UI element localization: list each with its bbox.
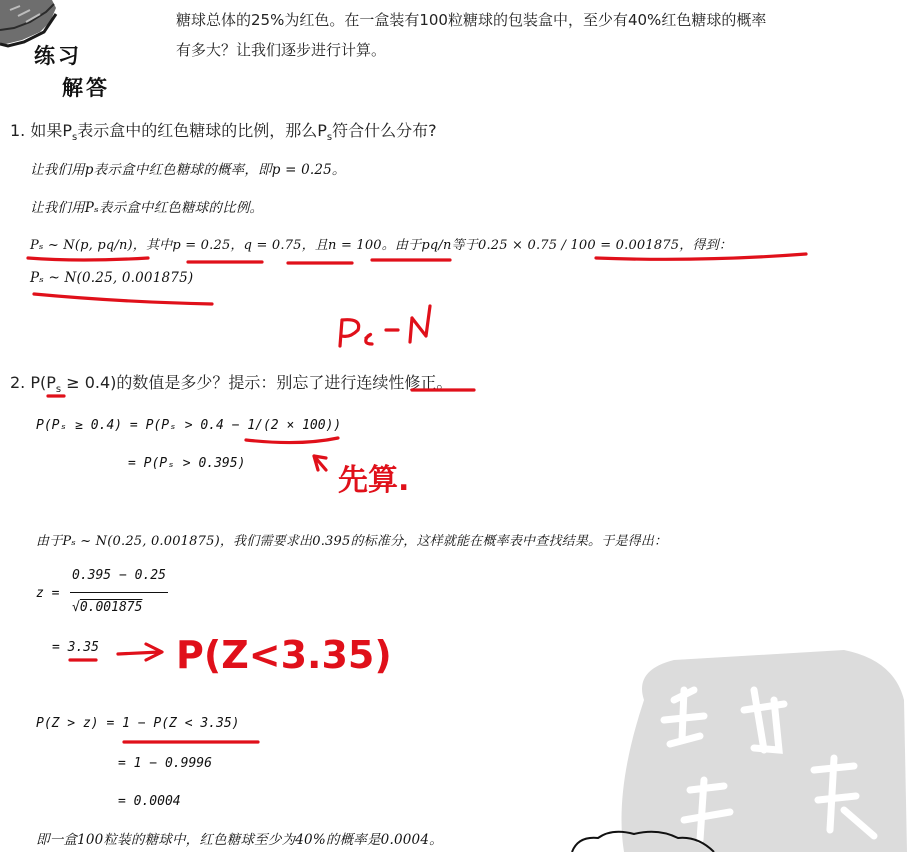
badge-answers: 解答 [62,75,110,100]
q1-line-3: Pₛ ~ N(p, pq/n)，其中p = 0.25，q = 0.75，且n = 100。由于pq/n等于0.25 × 0.75 / 100 = 0.001875，得到： [30,238,733,253]
z-result: = 3.35 [52,640,99,655]
underline-result [34,294,212,304]
intro-line-2: 有多大？让我们逐步进行计算。 [176,41,387,59]
z-label: z = [36,586,60,601]
z-numerator: 0.395 − 0.25 [72,568,166,583]
arrow-up [314,456,326,470]
z-denominator: √0.001875 [72,600,143,615]
arrow-right [118,644,162,660]
q1-line-2: 让我们用Pₛ表示盒中红色糖球的比例。 [30,200,264,216]
q2-eq-2: = P(Pₛ > 0.395) [128,456,246,471]
question-1: 1. 如果$P_s$表示盒中的红色糖球的比例，那么$P_s$符合什么分布? [10,121,437,144]
prob-line-1: P(Z > z) = 1 − P(Z < 3.35) [36,716,240,731]
underline-variance [596,254,806,259]
prob-line-3: = 0.0004 [118,794,181,809]
q1-line-1: 让我们用p表示盒中红色糖球的概率，即p = 0.25。 [30,162,346,178]
note-ps-p [340,320,359,346]
badge-practice: 练习 [34,43,82,68]
q2-text-1: 由于Pₛ ~ N(0.25, 0.001875)，我们需要求出0.395的标准分，这样就能在概率表中查找结果。于是得出： [36,534,668,549]
conclusion: 即一盒100粒装的糖球中，红色糖球至少为40%的概率是0.0004。 [36,832,443,848]
underline-correction [246,438,338,443]
q1-line-4: Pₛ ~ N(0.25, 0.001875) [30,270,194,286]
note-n [410,306,430,342]
note-compute-first: 先算. [338,463,410,498]
q2-eq-1: P(Pₛ ≥ 0.4) = P(Pₛ > 0.4 − 1/(2 × 100)) [36,418,342,433]
underline-ps-dist [28,258,148,260]
prob-line-2: = 1 − 0.9996 [118,756,212,771]
intro-line-1: 糖球总体的25%为红色。在一盒装有100粒糖球的包装盒中，至少有40%红色糖球的概率 [176,11,767,29]
note-p-z: P(Z<3.35) [176,633,392,677]
question-2: 2. $P(P_s \ge 0.4)$的数值是多少？提示：别忘了进行连续性修正。 [10,373,453,396]
